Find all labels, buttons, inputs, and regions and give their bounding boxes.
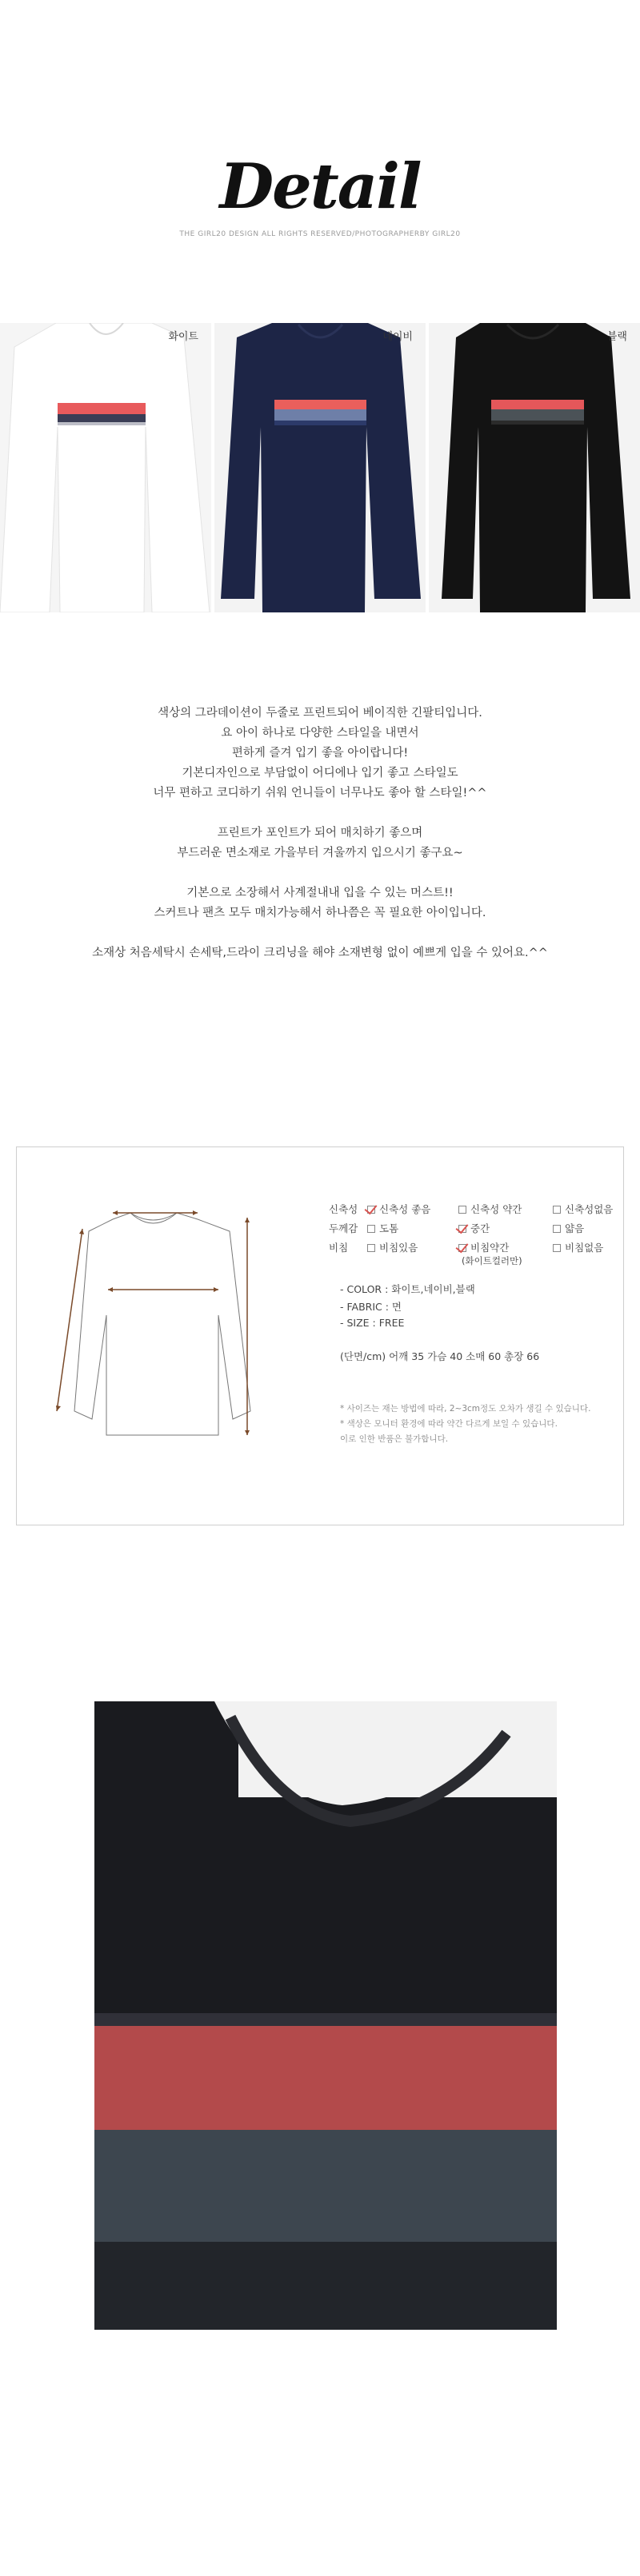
color-info: - COLOR : 화이트,네이비,블랙 (340, 1283, 475, 1295)
spec-label-stretch: 신축성 (329, 1203, 358, 1215)
option-label: 신축성없음 (565, 1203, 614, 1215)
spec-label-sheer: 비침 (329, 1242, 349, 1254)
size-spec-box (16, 1146, 624, 1525)
description-line: 기본으로 소장해서 사계절내내 입을 수 있는 머스트!! (186, 887, 454, 899)
option-label: 중간 (470, 1222, 490, 1234)
description-line: 편하게 즐겨 입기 좋을 아이랍니다! (231, 747, 409, 760)
navy-shirt-illustration (214, 323, 426, 612)
notice-line: * 사이즈는 재는 방법에 따라, 2~3cm정도 오차가 생길 수 있습니다. (340, 1404, 591, 1414)
option-label: 도톰 (379, 1222, 399, 1234)
notice-line: * 색상은 모니터 환경에 따라 약간 다르게 보일 수 있습니다. (340, 1419, 558, 1429)
color-photo-black (429, 323, 640, 612)
option-stretch-good (367, 1202, 430, 1216)
description-line: 부드러운 면소재로 가을부터 겨울까지 입으시기 좋구요~ (177, 847, 463, 859)
description-paragraph (0, 704, 640, 804)
closeup-illustration (94, 1701, 557, 2330)
fabric-closeup-photo (94, 1701, 557, 2330)
checkbox-icon (553, 1244, 561, 1252)
checkbox-icon (367, 1244, 375, 1252)
description-line: 프린트가 포인트가 되어 매치하기 좋으며 (217, 827, 423, 839)
option-medium (458, 1221, 490, 1235)
description-line: 색상의 그라데이션이 두줄로 프린트되어 베이직한 긴팔티입니다. (158, 707, 482, 720)
option-label: 얇음 (565, 1222, 585, 1234)
description-line: 요 아이 하나로 다양한 스타일을 내면서 (221, 727, 419, 740)
color-label: 네이비 (382, 331, 413, 343)
description-paragraph (0, 883, 640, 923)
spec-label-thickness: 두께감 (329, 1222, 358, 1234)
option-thick (367, 1221, 398, 1235)
option-label: 비침있음 (379, 1242, 418, 1254)
checkbox-icon (458, 1244, 466, 1252)
notice-text (340, 1402, 590, 1447)
option-label: 비침없음 (565, 1242, 604, 1254)
option-thin (553, 1221, 584, 1235)
option-sheer-none (553, 1240, 603, 1254)
option-stretch-slight (458, 1202, 522, 1216)
option-sheer-yes (367, 1240, 418, 1254)
size-info: - SIZE : FREE (340, 1317, 405, 1329)
page-title: Detail (219, 150, 421, 223)
option-label: 신축성 좋음 (379, 1203, 431, 1215)
description-line: 소재상 처음세탁시 손세탁,드라이 크리닝을 해야 소재변형 없이 예쁘게 입을 수 있어요.^^ (92, 947, 548, 959)
description-line: 기본디자인으로 부담없이 어디에나 입기 좋고 스타일도 (182, 767, 458, 780)
checkbox-icon (367, 1206, 375, 1214)
option-sheer-slight (458, 1240, 509, 1254)
measurements: (단면/cm) 어깨 35 가슴 40 소매 60 총장 66 (340, 1350, 540, 1362)
option-stretch-none (553, 1202, 613, 1216)
black-shirt-illustration (429, 323, 640, 612)
description-line: 너무 편하고 코디하기 쉬워 언니들이 너무나도 좋아 할 스타일!^^ (153, 787, 487, 800)
copyright-text: THE GIRL20 DESIGN ALL RIGHTS RESERVED/PHOTOGRAPHERBY GIRL20 (179, 230, 461, 238)
checkbox-icon (458, 1206, 466, 1214)
color-photo-white (0, 323, 211, 612)
checkbox-icon (553, 1206, 561, 1214)
checkbox-icon (458, 1225, 466, 1233)
option-label: 비침약간 (470, 1242, 510, 1254)
checkbox-icon (367, 1225, 375, 1233)
description-paragraph (0, 823, 640, 863)
checkbox-icon (553, 1225, 561, 1233)
color-label: 화이트 (168, 331, 198, 343)
color-photo-navy (214, 323, 426, 612)
product-description (0, 704, 640, 983)
option-label: 신축성 약간 (470, 1203, 522, 1215)
white-shirt-illustration (0, 323, 211, 612)
description-paragraph (0, 943, 640, 963)
notice-line: 이로 인한 반품은 불가합니다. (340, 1434, 449, 1444)
measurement-diagram (41, 1195, 313, 1499)
color-label: 블랙 (606, 331, 627, 343)
fabric-info: - FABRIC : 면 (340, 1301, 402, 1313)
description-line: 스커트나 팬츠 모두 매치가능해서 하나쯤은 꼭 필요한 아이입니다. (154, 907, 486, 919)
sheer-note: (화이트컬러만) (462, 1255, 522, 1266)
